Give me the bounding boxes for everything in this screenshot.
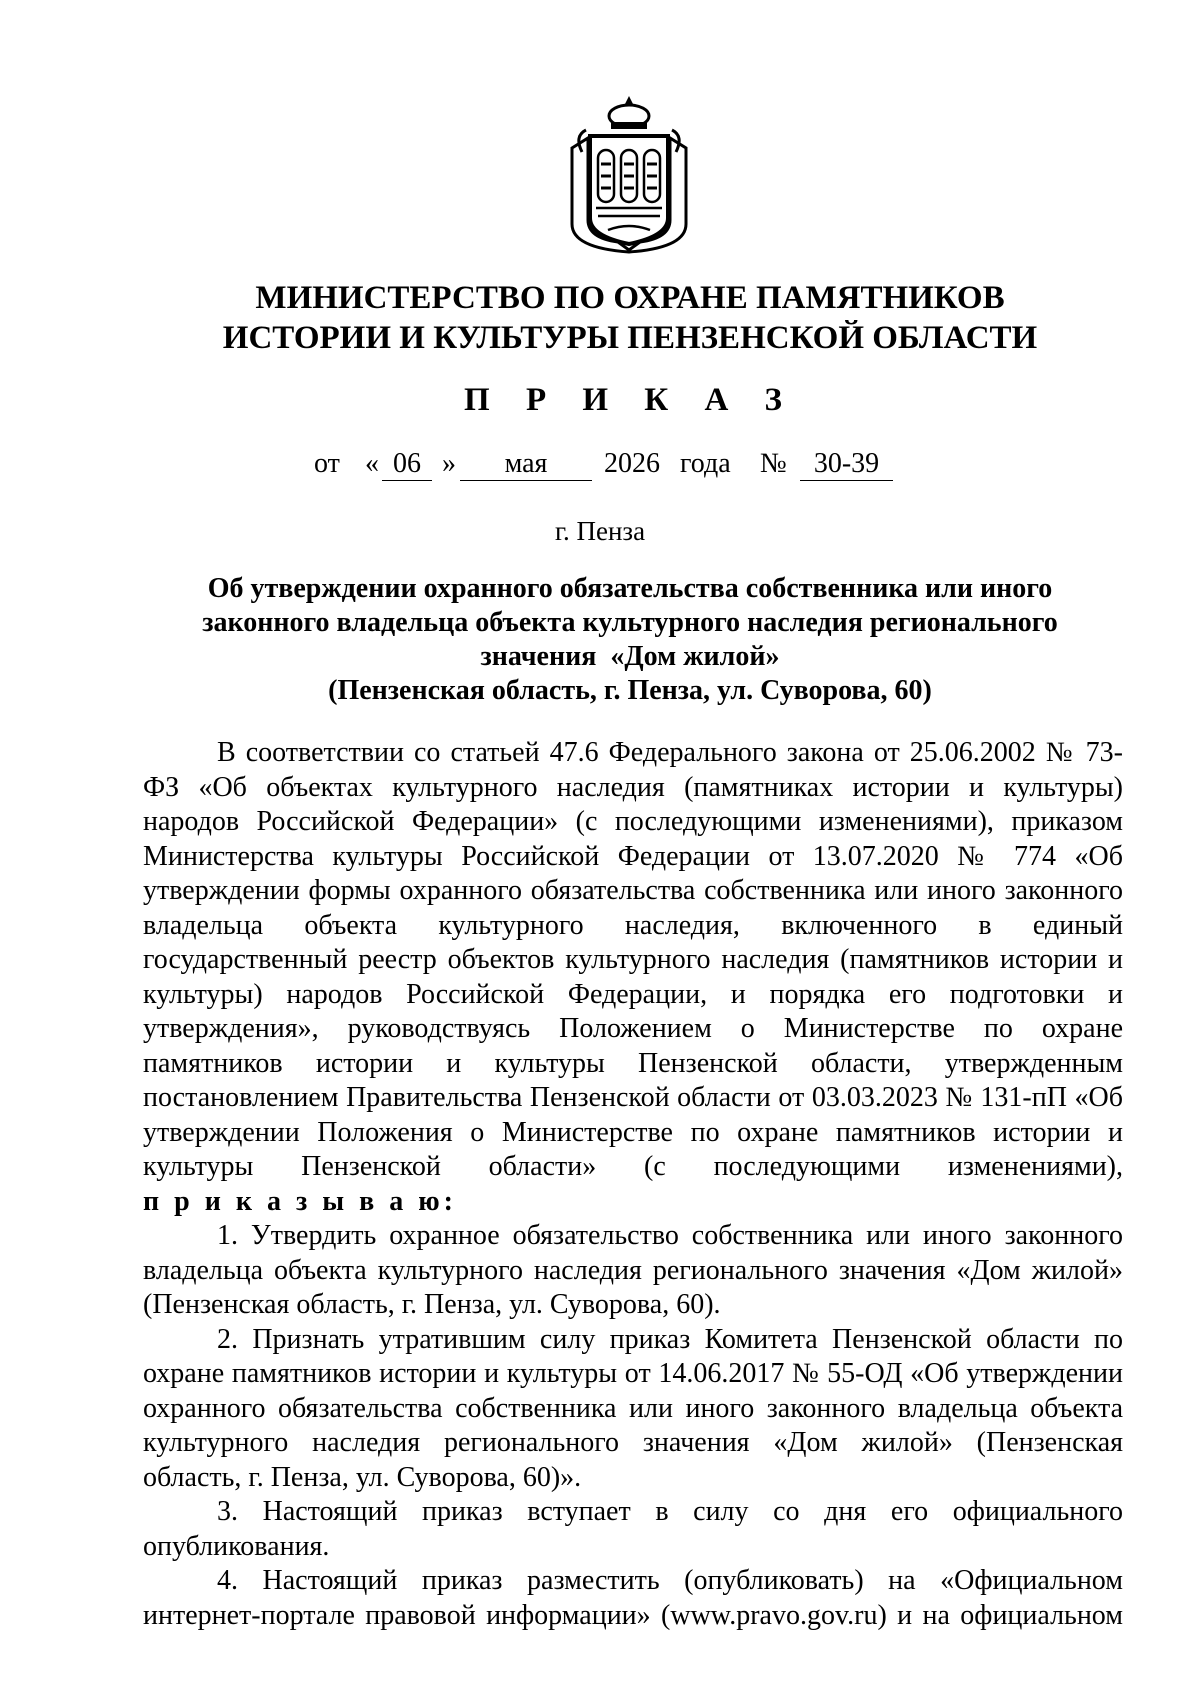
ministry-name-line2: ИСТОРИИ И КУЛЬТУРЫ ПЕНЗЕНСКОЙ ОБЛАСТИ (222, 320, 1038, 356)
date-day: 06 (382, 448, 432, 481)
ministry-name (150, 278, 1110, 358)
subject-line3: значения «Дом жилой» (480, 641, 780, 672)
order-item-1: 1. Утвердить охранное обязательство собственника или иного законного владельца объекта культурного наследия регионального значения «Дом жилой» (Пензенская область, г. Пенза, ул. Суворова, 60). (143, 1220, 1123, 1320)
subject-line1: Об утверждении охранного обязательства собственника или иного (207, 573, 1053, 604)
order-item-3: 3. Настоящий приказ вступает в силу со дня его официального опубликования. (143, 1496, 1123, 1562)
subject-line4: (Пензенская область, г. Пенза, ул. Суворова, 60) (328, 675, 932, 706)
order-number: 30-39 (800, 448, 893, 481)
order-body (143, 736, 1123, 1633)
preamble-paragraph: В соответствии со статьей 47.6 Федерального закона от 25.06.2002 № 73-ФЗ «Об объектах культурного наследия (памятниках истории и культуры) народов Российской Федерации» (с последующими изменениями), приказом Министерства культуры Российской Федерации от 13.07.2020 № 774 «Об утверждении формы охранного обязательства собственника или иного законного владельца объекта культурного наследия, включенного в единый государственный реестр объектов культурного наследия (памятников истории и культуры) народов Российской Федерации, и порядка его подготовки и утверждения», руководствуясь Положением о Министерстве по охране памятников истории и культуры Пензенской области, утвержденным постановлением Правительства Пензенской области от 03.03.2023 № 131-пП «Об утверждении Положения о Министерстве по охране памятников истории и культуры Пензенской области» (с последующими изменениями), (143, 737, 1123, 1182)
order-item-4: 4. Настоящий приказ разместить (опубликовать) на «Официальном интернет-портале правовой информации» (www.pravo.gov.ru) и на официальном (143, 1565, 1123, 1631)
date-year-word: года (680, 448, 731, 479)
date-month: мая (460, 448, 592, 481)
order-subject (150, 572, 1110, 708)
city-name: г. Пенза (554, 516, 646, 546)
date-year: 2026 (604, 448, 660, 479)
dateline (0, 448, 1200, 488)
ministry-name-line1: МИНИСТЕРСТВО ПО ОХРАНЕ ПАМЯТНИКОВ (255, 280, 1005, 316)
date-from-label: от (314, 448, 340, 479)
subject-line2: законного владельца объекта культурного наследия регионального (202, 607, 1058, 638)
date-open-quote: « (365, 448, 379, 479)
document-type-title: П Р И К А З (464, 382, 796, 418)
number-sign: № (760, 448, 787, 479)
order-word: п р и к а з ы в а ю: (143, 1185, 457, 1217)
order-item-2: 2. Признать утратившим силу приказ Комитета Пензенской области по охране памятников истории и культуры от 14.06.2017 № 55-ОД «Об утверждении охранного обязательства собственника или иного законного владельца объекта культурного наследия регионального значения «Дом жилой» (Пензенская область, г. Пенза, ул. Суворова, 60)». (143, 1323, 1123, 1493)
date-close-quote: » (442, 448, 456, 479)
coat-of-arms-emblem (568, 92, 690, 254)
